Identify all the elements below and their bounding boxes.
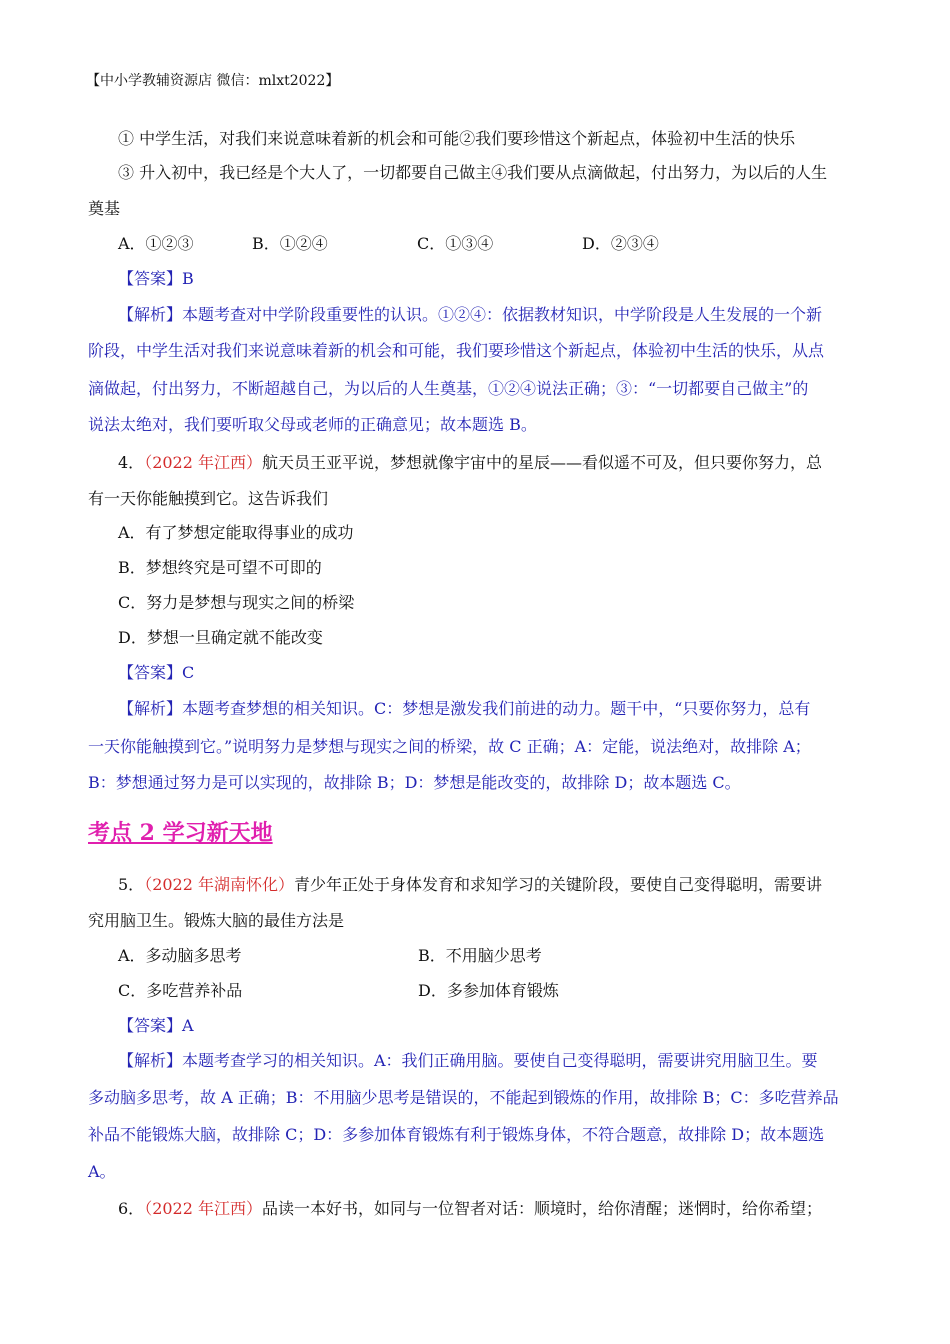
q3-analysis-line: 阶段，中学生活对我们来说意味着新的机会和可能，我们要珍惜这个新起点，体验初中生活的快乐，从点 [88,341,825,360]
q3-statement-line-2: ③ 升入初中，我已经是个大人了，一切都要自己做主④我们要从点滴做起，付出努力，为以后的人生 [118,163,828,182]
page-header: 【中小学教辅资源店 微信：mlxt2022】 [86,73,340,89]
q6-stem-text: 品读一本好书，如同与一位智者对话：顺境时，给你清醒；迷惘时，给你希望； [262,1199,823,1218]
q4-source: （2022 年江西） [144,453,262,472]
q4-analysis-line: 一天你能触摸到它。”说明努力是梦想与现实之间的桥梁，故 C 正确；A：定能，说法绝对，故排除 A； [88,737,811,756]
q4-stem-line-2: 有一天你能触摸到它。这告诉我们 [88,489,329,508]
q6-number: 6． [118,1199,145,1218]
q6-stem-line-1 [118,1198,898,1220]
q3-analysis-line: 【解析】本题考查对中学阶段重要性的认识。①②④：依据教材知识，中学阶段是人生发展的一个新 [118,305,823,324]
q4-option-a: A．有了梦想定能取得事业的成功 [118,523,354,542]
q4-stem-line-1 [118,452,898,474]
q5-analysis-line: 【解析】本题考查学习的相关知识。A：我们正确用脑。要使自己变得聪明，需要讲究用脑卫生。要 [118,1051,818,1070]
q4-answer: 【答案】C [118,663,195,682]
q5-stem-text: 青少年正处于身体发育和求知学习的关键阶段，要使自己变得聪明，需要讲 [294,875,823,894]
q5-analysis-line: 补品不能锻炼大脑，故排除 C；D：多参加体育锻炼有利于锻炼身体，不符合题意，故排除 D；故本题选 [88,1125,825,1144]
q4-analysis-line: 【解析】本题考查梦想的相关知识。C：梦想是激发我们前进的动力。题干中，“只要你努力，总有 [118,699,811,718]
q3-analysis-line: 滴做起，付出努力，不断超越自己，为以后的人生奠基，①②④说法正确；③：“一切都要自己做主”的 [88,379,809,398]
q3-statement-line-3: 奠基 [88,199,121,218]
q4-option-d: D．梦想一旦确定就不能改变 [118,628,323,647]
q5-stem-line-1 [118,874,898,896]
q5-analysis-line: A。 [88,1162,116,1181]
q6-source: （2022 年江西） [144,1199,262,1218]
q3-answer: 【答案】B [118,269,194,288]
q3-option-a: A．①②③ [118,234,194,253]
q5-source: （2022 年湖南怀化） [144,875,294,894]
q4-number: 4． [118,453,145,472]
q4-option-c: C．努力是梦想与现实之间的桥梁 [118,593,355,612]
q5-option-d: D．多参加体育锻炼 [418,981,559,1000]
q5-stem-line-2: 究用脑卫生。锻炼大脑的最佳方法是 [88,911,345,930]
q5-number: 5． [118,875,145,894]
q5-option-a: A．多动脑多思考 [118,946,242,965]
q5-option-c: C．多吃营养补品 [118,981,243,1000]
q4-option-b: B．梦想终究是可望不可即的 [118,558,322,577]
section-heading: 考点 2 学习新天地 [88,820,273,846]
q4-analysis-line: B：梦想通过努力是可以实现的，故排除 B；D：梦想是能改变的，故排除 D；故本题选 C。 [88,773,741,792]
q5-option-b: B．不用脑少思考 [418,946,542,965]
q5-analysis-line: 多动脑多思考，故 A 正确；B：不用脑少思考是错误的，不能起到锻炼的作用，故排除 B；C：多吃营养品 [88,1088,839,1107]
q3-statement-line-1: ① 中学生活，对我们来说意味着新的机会和可能②我们要珍惜这个新起点，体验初中生活的快乐 [118,129,796,148]
q3-option-c: C．①③④ [417,234,494,253]
q3-option-d: D．②③④ [582,234,659,253]
q5-answer: 【答案】A [118,1016,194,1035]
q3-analysis-line: 说法太绝对，我们要听取父母或老师的正确意见；故本题选 B。 [88,415,537,434]
q4-stem-text: 航天员王亚平说，梦想就像宇宙中的星辰——看似遥不可及，但只要你努力，总 [262,453,823,472]
q3-option-b: B．①②④ [252,234,328,253]
